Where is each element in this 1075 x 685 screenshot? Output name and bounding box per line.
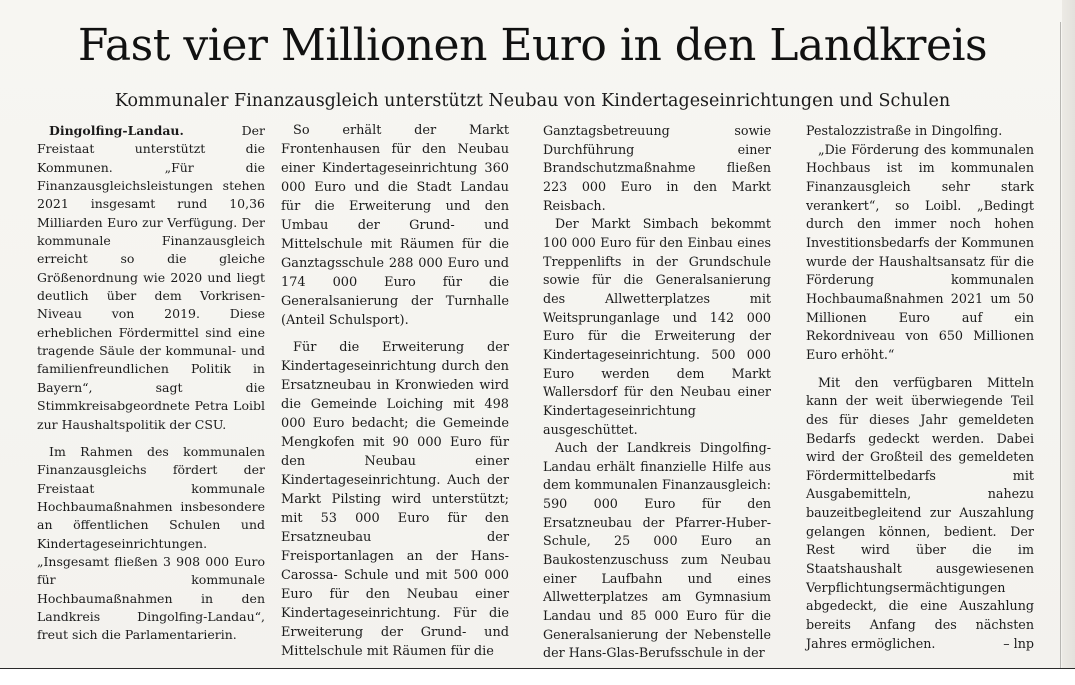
subheadline: Kommunaler Finanzausgleich unterstützt Neubau von Kindertageseinrichtungen und Schulen	[114, 91, 951, 111]
paragraph	[806, 374, 1034, 654]
column-4	[806, 122, 1034, 653]
paragraph: Der Markt Simbach bekommt 100 000 Euro für den Einbau eines Treppenlifts in der Grundschule sowie für die Generalsanierung des Allwetterplatzes mit Weitsprunganlage und 142 000 Euro für die Erweiterung der Kindertageseinrichtung. 500 000 Euro werden dem Markt Wallersdorf für den Neubau einer Kindertageseinrichtung ausgeschüttet.	[543, 216, 771, 437]
paragraph-text: Der Freistaat unterstützt die Kommunen. „Für die Finanzausgleichsleistungen stehen 2021 insgesamt rund 10,36 Milliarden Euro zur Verfügung. Der kommunale Finanzausgleich erreicht so die gleiche Größenordnung wie 2020 und liegt deutlich über dem Vorkrisen-Niveau von 2019. Diese erheblichen Fördermittel sind eine tragende Säule der kommunal- und familienfreundlichen Politik in Bayern“, sagt die Stimmkreisabgeordnete Petra Loibl zur Haushaltspolitik der CSU.	[37, 123, 265, 432]
paragraph: Im Rahmen des kommunalen Finanzausgleichs fördert der Freistaat kommunale Hochbaumaßnahmen insbesondere an öffentlichen Schulen und Kindertageseinrichtungen. „Insgesamt fließen 3 908 000 Euro für kommunale Hochbaumaßnahmen in den Landkreis Dingolfing-Landau“, freut sich die Parlamentarierin.	[37, 443, 265, 643]
headline: Fast vier Millionen Euro in den Landkreis	[77, 20, 988, 71]
paragraph: So erhält der Markt Frontenhausen für den Neubau einer Kindertageseinrichtung 360 000 Euro und die Stadt Landau für die Erweiterung und den Umbau der Grund- und Mittelschule mit Räumen für die Ganztagsschule 288 000 Euro und 174 000 Euro für die Generalsanierung der Turnhalle (Anteil Schulsport).	[281, 123, 509, 328]
paragraph	[37, 122, 265, 434]
paragraph: Auch der Landkreis Dingolfing-Landau erhält finanzielle Hilfe aus dem kommunalen Finanzausgleich: 590 000 Euro für den Ersatzneubau der Pfarrer-Huber-Schule, 25 000 Euro an Baukostenzuschuss zum Neubau einer Laufbahn und eines Allwetterplatzes am Gymnasium Landau und 85 000 Euro für die Generalsanierung der Nebenstelle der Hans-Glas-Berufsschule in der	[543, 440, 771, 661]
paragraph-text: Mit den verfügbaren Mitteln kann der weit überwiegende Teil des für dieses Jahr gemeldeten Bedarfs gedeckt werden. Dabei wird der Großteil des gemeldeten Fördermittelbedarfs mit Ausgabemitteln, nahezu bauzeitbegleitend zur Auszahlung gelangen können, bedient. Der Rest wird über die im Staatshaushalt ausgewiesenen Verpflichtungsermächtigungen abgedeckt, die eine Auszahlung bereits Anfang des nächsten Jahres ermöglichen.	[806, 374, 1034, 651]
paragraph: Ganztagsbetreuung sowie Durchführung einer Brandschutzmaßnahme fließen 223 000 Euro in den Markt Reisbach.	[543, 123, 771, 213]
bottom-margin	[0, 668, 1075, 685]
bottom-rule	[0, 668, 1075, 669]
column-2	[281, 122, 509, 662]
column-1	[37, 122, 265, 645]
paragraph: Pestalozzistraße in Dingolfing.	[806, 123, 1003, 138]
paragraph: „Die Förderung des kommunalen Hochbaus ist im kommunalen Finanzausgleich sehr stark verankert“, so Loibl. „Bedingt durch den immer noch hohen Investitionsbedarfs der Kommunen wurde der Haushaltsansatz für die Förderung kommunalen Hochbaumaßnahmen 2021 um 50 Millionen Euro auf ein Rekordniveau von 650 Millionen Euro erhöht.“	[806, 141, 1034, 362]
dateline: Dingolfing-Landau.	[49, 123, 184, 138]
paragraph: Für die Erweiterung der Kindertageseinrichtung durch den Ersatzneubau in Kronwieden wird die Gemeinde Loiching mit 498 000 Euro bedacht; die Gemeinde Mengkofen mit 90 000 Euro für den Neubau einer Kindertageseinrichtung. Auch der Markt Pilsting wird unterstützt; mit 53 000 Euro für den Ersatzneubau der Freisportanlagen an der Hans-Carossa- Schule und mit 500 000 Euro für den Neubau einer Kindertageseinrichtung. Für die Erweiterung der Grund- und Mittelschule mit Räumen für die	[281, 340, 509, 659]
column-3	[543, 122, 771, 663]
author-signature: – lnp	[1003, 635, 1034, 651]
column-rule	[1060, 22, 1061, 682]
